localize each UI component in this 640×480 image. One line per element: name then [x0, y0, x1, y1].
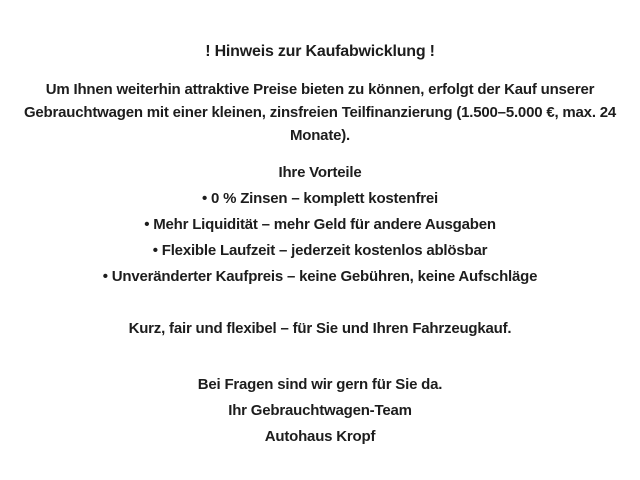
- closing-team-line: Ihr Gebrauchtwagen-Team: [228, 402, 412, 419]
- benefit-item-liquiditaet: • Mehr Liquidität – mehr Geld für andere Ausgaben: [144, 216, 496, 233]
- closing-company-line: Autohaus Kropf: [264, 428, 376, 445]
- benefits-heading: Ihre Vorteile: [278, 164, 362, 181]
- notice-title: ! Hinweis zur Kaufabwicklung !: [205, 43, 435, 60]
- intro-paragraph: Um Ihnen weiterhin attraktive Preise bieten zu können, erfolgt der Kauf unserer Gebrauchtwagen mit einer kleinen, zinsfreien Teilfinanzierung (1.500–5.000 €, max. 24 Monate).: [23, 81, 617, 144]
- summary-line: Kurz, fair und flexibel – für Sie und Ihren Fahrzeugkauf.: [128, 320, 512, 337]
- closing-block: [0, 373, 640, 448]
- benefit-item-kaufpreis: • Unveränderter Kaufpreis – keine Gebühren, keine Aufschläge: [102, 268, 538, 285]
- benefit-item-zinsen: • 0 % Zinsen – komplett kostenfrei: [201, 190, 438, 207]
- closing-contact-line: Bei Fragen sind wir gern für Sie da.: [197, 376, 443, 393]
- benefit-item-laufzeit: • Flexible Laufzeit – jederzeit kostenlos ablösbar: [152, 242, 488, 259]
